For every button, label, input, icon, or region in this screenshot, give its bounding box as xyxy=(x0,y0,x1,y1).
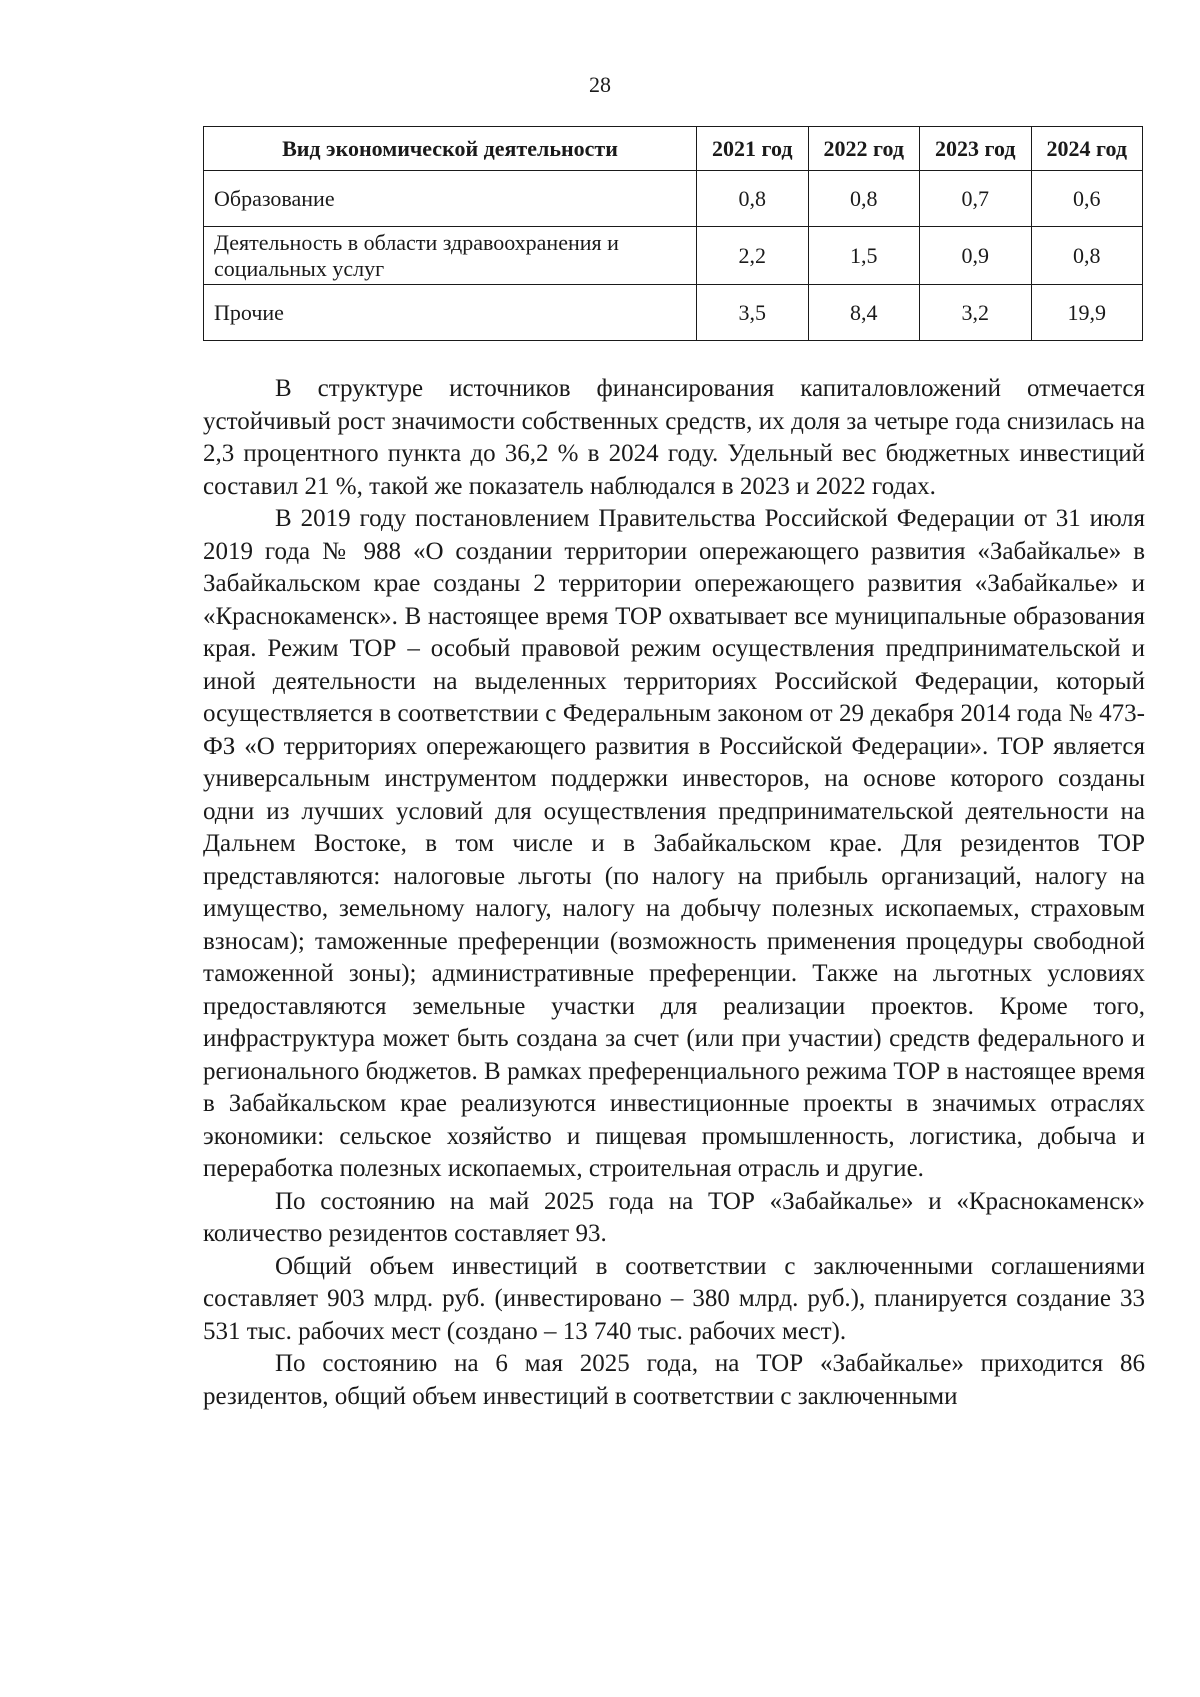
paragraph-zabaikalye-residents: По состоянию на 6 мая 2025 года, на ТОР «Забайкалье» приходится 86 резидентов, общий объем инвестиций в соответствии с заключенными xyxy=(203,1350,1145,1410)
table-cell: 0,8 xyxy=(1031,227,1143,285)
header-2024: 2024 год xyxy=(1031,127,1143,171)
header-2021: 2021 год xyxy=(697,127,809,171)
table-cell: 1,5 xyxy=(808,227,920,285)
body-text xyxy=(203,373,1145,1413)
table-cell: 0,7 xyxy=(920,171,1032,227)
paragraph-residents-count: По состоянию на май 2025 года на ТОР «Забайкалье» и «Краснокаменск» количество резидентов составляет 93. xyxy=(203,1187,1145,1247)
row-label: Прочие xyxy=(204,285,697,341)
header-2022: 2022 год xyxy=(808,127,920,171)
table-header-row xyxy=(204,127,1143,171)
header-activity: Вид экономической деятельности xyxy=(204,127,697,171)
table-cell: 3,5 xyxy=(697,285,809,341)
table-cell: 0,9 xyxy=(920,227,1032,285)
investment-share-table xyxy=(203,126,1143,341)
table-cell: 0,8 xyxy=(808,171,920,227)
table-cell: 0,8 xyxy=(697,171,809,227)
paragraph-tor-description: В 2019 году постановлением Правительства Российской Федерации от 31 июля 2019 года № 988 «О создании территории опережающего развития «Забайкалье» в Забайкальском крае созданы 2 территории опережающего развития «Забайкалье» и «Краснокаменск». В настоящее время ТОР охватывает все муниципальные образования края. Режим ТОР – особый правовой режим осуществления предпринимательской и иной деятельности на выделенных территориях Российской Федерации, который осуществляется в соответствии с Федеральным законом от 29 декабря 2014 года № 473-ФЗ «О территориях опережающего развития в Российской Федерации». ТОР является универсальным инструментом поддержки инвесторов, на основе которого созданы одни из лучших условий для осуществления предпринимательской деятельности на Дальнем Востоке, в том числе и в Забайкальском крае. Для резидентов ТОР представляются: налоговые льготы (по налогу на прибыль организаций, налогу на имущество, земельному налогу, налогу на добычу полезных ископаемых, страховым взносам); таможенные преференции (возможность применения процедуры свободной таможенной зоны); административные преференции. Также на льготных условиях предоставляются земельные участки для реализации проектов. Кроме того, инфраструктура может быть создана за счет (или при участии) средств федерального и регионального бюджетов. В рамках преференциального режима ТОР в настоящее время в Забайкальском крае реализуются инвестиционные проекты в значимых отраслях экономики: сельское хозяйство и пищевая промышленность, логистика, добыча и переработка полезных ископаемых, строительная отрасль и другие. xyxy=(203,505,1145,1182)
header-2023: 2023 год xyxy=(920,127,1032,171)
row-label: Образование xyxy=(204,171,697,227)
table-cell: 2,2 xyxy=(697,227,809,285)
table-cell: 0,6 xyxy=(1031,171,1143,227)
table-row xyxy=(204,227,1143,285)
page-number: 28 xyxy=(589,72,611,97)
table-row xyxy=(204,285,1143,341)
table-cell: 19,9 xyxy=(1031,285,1143,341)
table-cell: 3,2 xyxy=(920,285,1032,341)
table-cell: 8,4 xyxy=(808,285,920,341)
paragraph-investment-volume: Общий объем инвестиций в соответствии с заключенными соглашениями составляет 903 млрд. руб. (инвестировано – 380 млрд. руб.), планируется создание 33 531 тыс. рабочих мест (создано – 13 740 тыс. рабочих мест). xyxy=(203,1252,1145,1345)
paragraph-funding-structure: В структуре источников финансирования капиталовложений отмечается устойчивый рост значимости собственных средств, их доля за четыре года снизилась на 2,3 процентного пункта до 36,2 % в 2024 году. Удельный вес бюджетных инвестиций составил 21 %, такой же показатель наблюдался в 2023 и 2022 годах. xyxy=(203,375,1145,500)
row-label: Деятельность в области здравоохранения и социальных услуг xyxy=(204,227,697,285)
table-row xyxy=(204,171,1143,227)
